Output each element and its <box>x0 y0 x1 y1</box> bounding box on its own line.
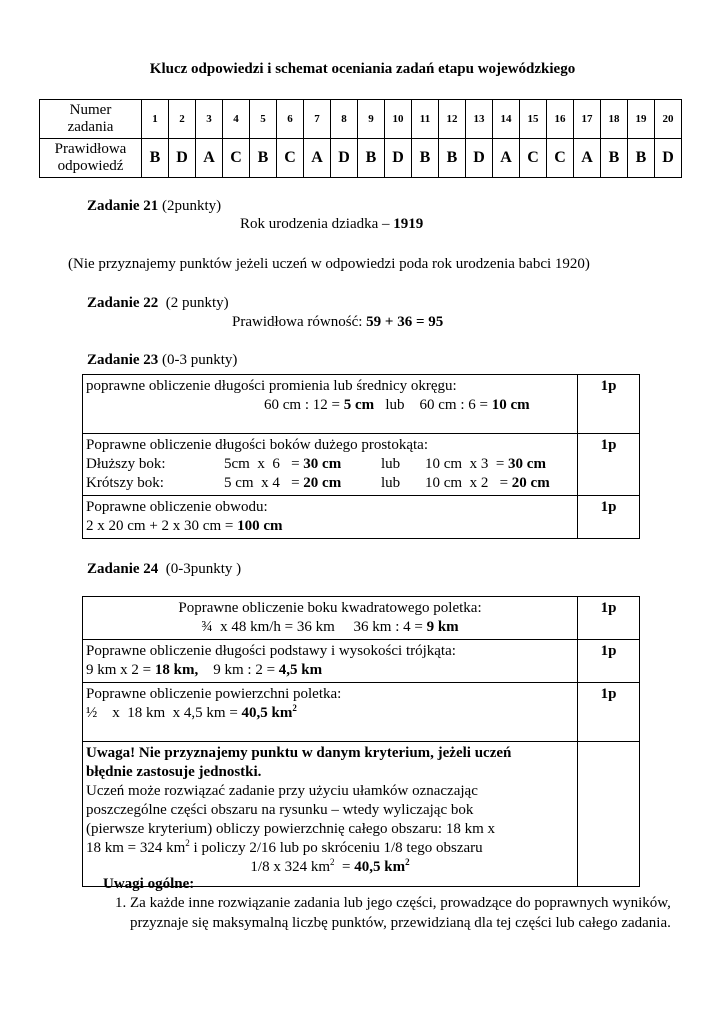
task-21-heading <box>87 198 221 215</box>
task-number-cell: 20 <box>655 100 682 139</box>
task-number-cell: 12 <box>439 100 466 139</box>
answer-cell: A <box>574 139 601 178</box>
answer-cell: C <box>277 139 304 178</box>
answer-cell: A <box>493 139 520 178</box>
note-line: Uwaga! Nie przyznajemy punktu w danym kryterium, jeżeli uczeń <box>86 745 512 761</box>
criteria-line: Poprawne obliczenie długości podstawy i wysokości trójkąta: <box>86 643 456 659</box>
task-number-cell: 6 <box>277 100 304 139</box>
task-number-cell: 8 <box>331 100 358 139</box>
task-22-heading <box>87 295 229 312</box>
criteria-result: 5 cm <box>343 397 375 413</box>
task-number-cell: 9 <box>358 100 385 139</box>
answer-cell: A <box>304 139 331 178</box>
superscript: 2 <box>292 703 297 713</box>
point-cell: 1p <box>578 640 640 683</box>
criteria-row <box>83 434 640 496</box>
criteria-result: 30 cm <box>303 456 342 472</box>
criteria-result: 100 cm <box>237 518 283 534</box>
criteria-result: 40,5 km <box>241 705 293 721</box>
answer-cell: B <box>439 139 466 178</box>
criteria-text: 9 km x 2 = <box>86 662 155 678</box>
task-23-heading <box>87 352 237 369</box>
task-number-cell: 14 <box>493 100 520 139</box>
criteria-cell <box>83 683 578 742</box>
answer-cell: D <box>331 139 358 178</box>
task-number-cell: 1 <box>142 100 169 139</box>
criteria-line <box>86 455 574 474</box>
task-number-cell: 19 <box>628 100 655 139</box>
answer-cell: A <box>196 139 223 178</box>
criteria-row <box>83 683 640 742</box>
criteria-result: 18 km, <box>154 662 199 678</box>
superscript: 2 <box>330 857 335 867</box>
page-title: Klucz odpowiedzi i schemat oceniania zadań etapu wojewódzkiego <box>149 61 576 77</box>
answer-cell: B <box>412 139 439 178</box>
task-24-label: Zadanie 24 <box>87 561 159 577</box>
criteria-line: Poprawne obliczenie boku kwadratowego poletka: <box>178 600 482 616</box>
task-24-heading <box>87 561 241 578</box>
criteria-row <box>83 496 640 539</box>
note-line <box>86 839 574 858</box>
task-21-label: Zadanie 21 <box>87 198 159 214</box>
answer-cell: B <box>358 139 385 178</box>
criteria-line <box>86 396 574 415</box>
note-text: i policzy 2/16 lub po skróceniu 1/8 tego obszaru <box>189 840 483 856</box>
criteria-text: 9 km : 2 = <box>198 662 279 678</box>
criteria-text: ½ x 18 km x 4,5 km = <box>86 705 242 721</box>
criteria-row <box>83 640 640 683</box>
general-notes-list <box>103 893 683 933</box>
criteria-row <box>83 597 640 640</box>
task-number-cell: 5 <box>250 100 277 139</box>
answer-cell: C <box>520 139 547 178</box>
criteria-text: 5cm x 6 = <box>224 456 304 472</box>
task-22-answer-value: 59 + 36 = 95 <box>366 314 444 330</box>
task-number-cell: 18 <box>601 100 628 139</box>
criteria-line: Poprawne obliczenie powierzchni poletka: <box>86 686 342 702</box>
general-notes <box>103 876 683 933</box>
criteria-text: lub 60 cm : 6 = <box>374 397 492 413</box>
criteria-text: 10 cm x 3 = <box>425 456 509 472</box>
criteria-line <box>86 474 574 493</box>
note-line: Uczeń może rozwiązać zadanie przy użyciu ułamków oznaczając <box>86 783 478 799</box>
criteria-result: 20 cm <box>511 475 550 491</box>
criteria-cell <box>83 597 578 640</box>
task-number-cell: 15 <box>520 100 547 139</box>
task-number-cell: 10 <box>385 100 412 139</box>
task-22-label: Zadanie 22 <box>87 295 159 311</box>
task-22-answer-text: Prawidłowa równość: <box>232 314 367 330</box>
criteria-row <box>83 742 640 887</box>
criteria-text: lub <box>381 456 401 472</box>
answer-cell: B <box>628 139 655 178</box>
point-cell: 1p <box>578 496 640 539</box>
task-number-cell: 3 <box>196 100 223 139</box>
criteria-line <box>86 517 574 536</box>
criteria-cell <box>83 375 578 434</box>
answer-key-table <box>39 99 682 178</box>
criteria-calc <box>425 474 550 493</box>
criteria-line <box>86 661 574 680</box>
criteria-cell <box>83 496 578 539</box>
note-text: 1/8 x 324 km <box>250 859 331 875</box>
task-22-answer <box>232 314 443 331</box>
note-line <box>86 858 574 877</box>
task-21-note: (Nie przyznajemy punktów jeżeli uczeń w odpowiedzi poda rok urodzenia babci 1920) <box>68 256 590 272</box>
answer-cell: C <box>223 139 250 178</box>
task-23-criteria-table <box>82 374 640 539</box>
task-21-points: (2punkty) <box>162 198 222 214</box>
note-result: 40,5 km <box>354 859 406 875</box>
criteria-line <box>86 704 574 723</box>
criteria-text: Krótszy bok: <box>86 475 164 491</box>
answer-header-line: odpowiedź <box>57 158 124 174</box>
note-text: 18 km = 324 km <box>86 840 186 856</box>
criteria-text: 10 cm x 2 = <box>425 475 512 491</box>
note-line: (pierwsze kryterium) obliczy powierzchnię całego obszaru: 18 km x <box>86 821 496 837</box>
point-cell: 1p <box>578 375 640 434</box>
note-line: poszczególne części obszaru na rysunku – wtedy wyliczając bok <box>86 802 474 818</box>
answer-cell: D <box>466 139 493 178</box>
task-21-answer-value: 1919 <box>393 216 424 232</box>
criteria-line: poprawne obliczenie długości promienia lub średnicy okręgu: <box>86 378 457 394</box>
number-header-cell <box>40 100 142 139</box>
criteria-calc <box>224 474 341 493</box>
criteria-line: Poprawne obliczenie długości boków dużego prostokąta: <box>86 437 428 453</box>
general-note-item: 1. Za każde inne rozwiązanie zadania lub jego części, prowadzące do poprawnych wyników, przyznaje się maksymalną liczbę punktów, przewidzianą dla tej części lub całego zadania. <box>130 893 683 933</box>
criteria-line <box>86 618 574 637</box>
criteria-text: lub <box>381 475 401 491</box>
task-21-answer-text: Rok urodzenia dziadka – <box>240 216 394 232</box>
task-21-answer <box>240 216 423 233</box>
task-24-points: (0-3punkty ) <box>165 561 242 577</box>
criteria-text: 2 x 20 cm + 2 x 30 cm = <box>86 518 238 534</box>
answer-table-answers-row <box>40 139 682 178</box>
superscript: 2 <box>185 838 190 848</box>
task-23-label: Zadanie 23 <box>87 352 159 368</box>
criteria-result: 9 km <box>426 619 459 635</box>
number-header-line: zadania <box>67 119 114 135</box>
answer-cell: D <box>385 139 412 178</box>
superscript: 2 <box>405 857 410 867</box>
answer-cell: B <box>142 139 169 178</box>
criteria-result: 20 cm <box>303 475 342 491</box>
task-24-criteria-table <box>82 596 640 887</box>
general-notes-title: Uwagi ogólne: <box>103 876 195 892</box>
point-cell: 1p <box>578 597 640 640</box>
task-number-cell: 11 <box>412 100 439 139</box>
task-23-points: (0-3 punkty) <box>162 352 238 368</box>
note-line: błędnie zastosuje jednostki. <box>86 764 262 780</box>
answer-header-cell <box>40 139 142 178</box>
answer-cell: C <box>547 139 574 178</box>
task-number-cell: 17 <box>574 100 601 139</box>
task-22-points: (2 punkty) <box>165 295 229 311</box>
criteria-text: 5 cm x 4 = <box>224 475 304 491</box>
answer-cell: D <box>655 139 682 178</box>
criteria-text: ¾ x 48 km/h = 36 km 36 km : 4 = <box>201 619 427 635</box>
criteria-result: 30 cm <box>508 456 546 472</box>
criteria-result: 4,5 km <box>278 662 323 678</box>
criteria-line: Poprawne obliczenie obwodu: <box>86 499 268 515</box>
point-cell: 1p <box>578 434 640 496</box>
answer-header-line: Prawidłowa <box>54 141 127 157</box>
answer-cell: D <box>169 139 196 178</box>
task-number-cell: 16 <box>547 100 574 139</box>
task-number-cell: 4 <box>223 100 250 139</box>
criteria-calc <box>425 455 546 474</box>
criteria-cell <box>83 434 578 496</box>
task-number-cell: 7 <box>304 100 331 139</box>
note-text: = <box>334 859 355 875</box>
point-cell: 1p <box>578 683 640 742</box>
answer-cell: B <box>250 139 277 178</box>
note-cell <box>83 742 578 887</box>
criteria-text: Dłuższy bok: <box>86 456 166 472</box>
criteria-cell <box>83 640 578 683</box>
criteria-row <box>83 375 640 434</box>
empty-point-cell <box>578 742 640 887</box>
answer-table-numbers-row <box>40 100 682 139</box>
criteria-calc <box>224 455 341 474</box>
number-header-line: Numer <box>69 102 112 118</box>
criteria-text: 60 cm : 12 = <box>264 397 344 413</box>
task-number-cell: 13 <box>466 100 493 139</box>
task-number-cell: 2 <box>169 100 196 139</box>
answer-cell: B <box>601 139 628 178</box>
criteria-result: 10 cm <box>491 397 530 413</box>
